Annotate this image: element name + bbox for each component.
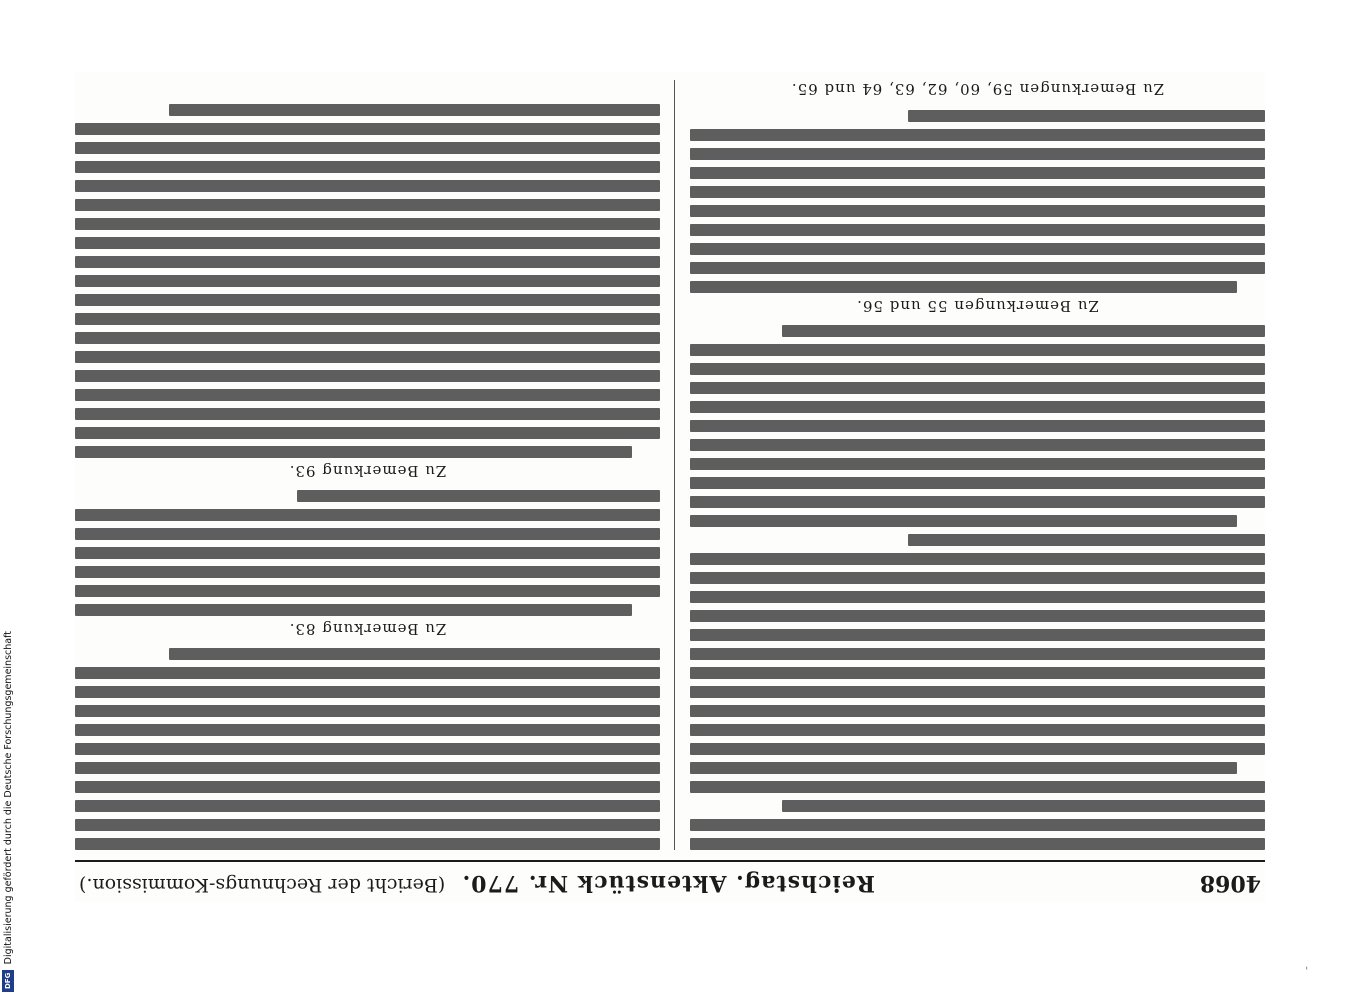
page-title: Reichstag. Aktenstück Nr. 770.	[461, 870, 875, 896]
paragraph-block	[75, 97, 660, 458]
section-heading: Zu Bemerkungen 59, 60, 62, 63, 64 und 65.	[790, 80, 1165, 98]
section-heading: Zu Bemerkungen 55 und 56.	[856, 297, 1099, 315]
paragraph-block	[690, 318, 1265, 850]
page-subtitle: (Bericht der Rechnungs-Kommission.)	[79, 874, 446, 896]
section-heading: Zu Bemerkung 93.	[288, 462, 447, 480]
text-column-left	[690, 80, 1265, 850]
paragraph-block	[75, 483, 660, 616]
scan-artifact: ˈ	[1305, 965, 1309, 979]
column-divider	[674, 80, 675, 850]
scanned-page	[75, 72, 1265, 902]
section-heading: Zu Bemerkung 83.	[288, 620, 447, 638]
page-header	[75, 860, 1265, 902]
digitization-credit	[1, 608, 15, 988]
text-column-right	[75, 80, 660, 850]
dfg-logo-icon: DFG	[2, 970, 14, 992]
credit-text: Digitalisierung gefördert durch die Deutsche Forschungsgemeinschaft	[2, 631, 14, 965]
paragraph-block	[690, 103, 1265, 293]
page-number: 4068	[1199, 870, 1261, 896]
paragraph-block	[75, 641, 660, 850]
